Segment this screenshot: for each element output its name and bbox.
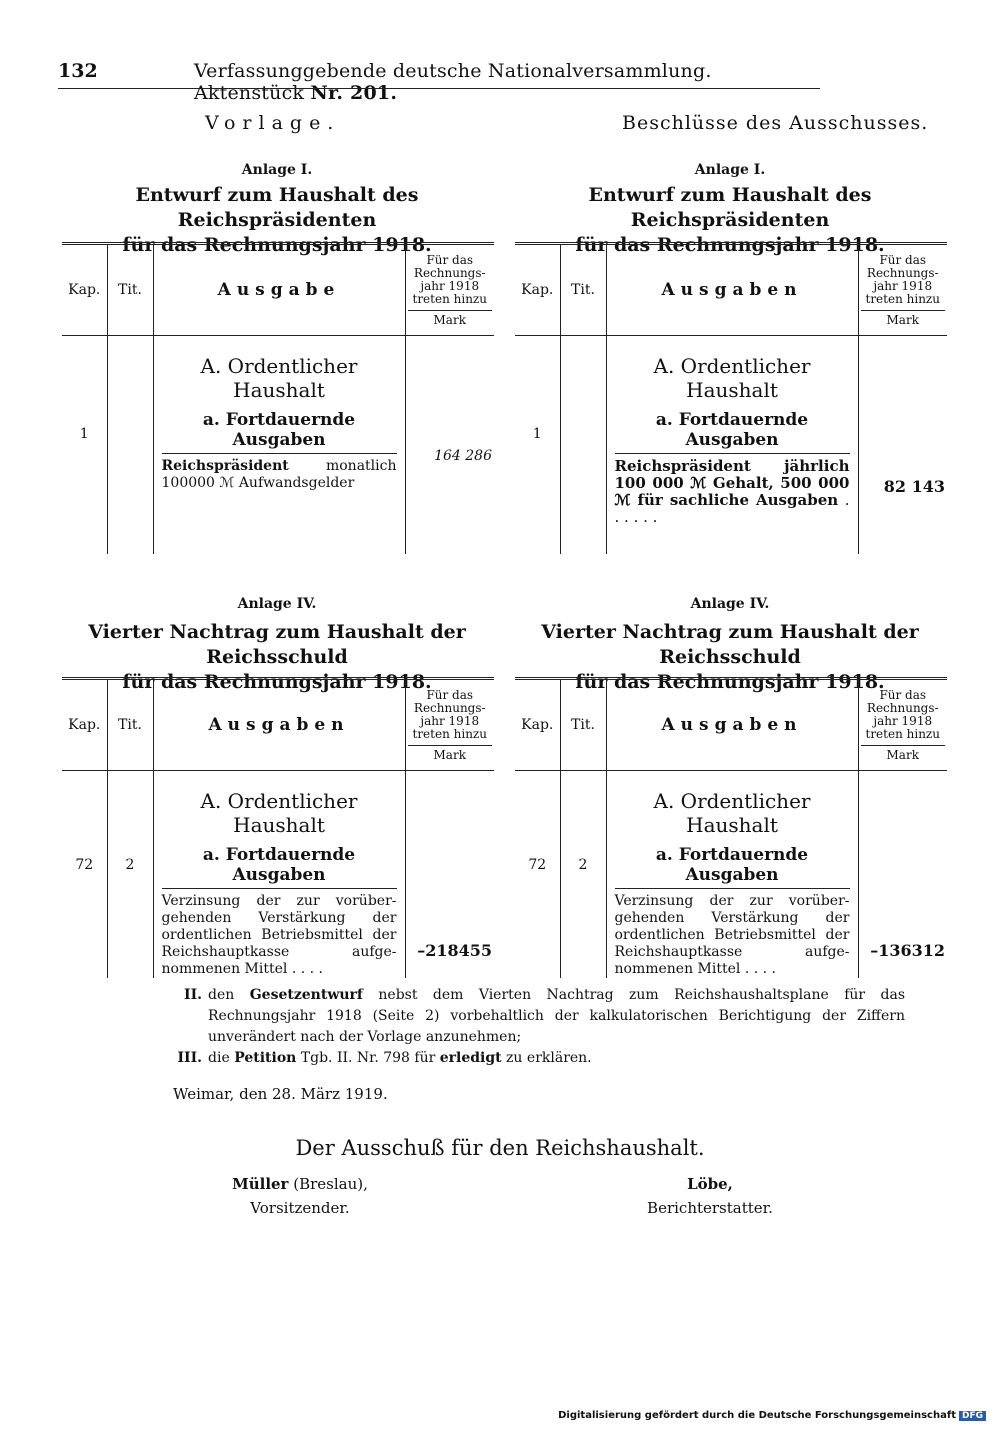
entry-text	[615, 458, 850, 526]
anlage-title-line1: Vierter Nachtrag zum Haushalt der Reichsschuld	[88, 621, 466, 668]
entry-bold: Reichspräsident	[161, 458, 289, 474]
budget-table-anlage1-vorlage	[62, 242, 494, 554]
signature-place: (Breslau),	[288, 1175, 368, 1193]
signature-role: Vorsitzender.	[250, 1199, 350, 1217]
header-mark-label: Für das Rechnungs- jahr 1918 treten hinzu	[412, 252, 487, 306]
section-ordentlich: A. Ordentlicher Haushalt	[653, 354, 811, 402]
text-bold: Petition	[234, 1050, 297, 1066]
cell-description	[153, 336, 405, 554]
budget-table-anlage4-beschluss	[515, 677, 947, 978]
entry-rest: monatlich 100000 ℳ Aufwandsgelder	[161, 458, 397, 491]
kap-value: 1	[532, 426, 542, 442]
header-tit: Tit.	[107, 244, 153, 336]
kap-value: 72	[75, 857, 94, 873]
header-ausgaben: Ausgaben	[606, 679, 858, 771]
anlage-title-line2: für das Rechnungsjahr 1918.	[122, 671, 432, 693]
dateline: Weimar, den 28. März 1919.	[173, 1085, 388, 1103]
document-number: Nr. 201.	[310, 82, 398, 104]
cell-kap	[515, 336, 560, 554]
header-mark-unit: Mark	[861, 745, 946, 762]
text-run: nebst dem Vierten Nachtrag zum Reichshaushaltsplane für das Rechnungsjahr 1918 (Seite 2) vorbehaltlich der kalkulatorischen Berichtigung der Ziffern unverändert nach der Vorlage anzunehmen;	[208, 987, 906, 1045]
page-number: 132	[58, 60, 98, 82]
signature-role: Berichterstatter.	[647, 1199, 773, 1217]
dfg-logo: DFG	[959, 1411, 986, 1421]
resolution-item-3	[160, 1048, 905, 1069]
section-fortdauernd: a. Fortdauernde Ausgaben	[615, 410, 850, 454]
header-kap: Kap.	[62, 679, 107, 771]
anlage-title-line1: Vierter Nachtrag zum Haushalt der Reichsschuld	[541, 621, 919, 668]
resolution-item-label: II.	[184, 987, 202, 1003]
header-kap: Kap.	[515, 679, 560, 771]
text-run: die	[208, 1050, 235, 1066]
header-ausgabe: Ausgabe	[153, 244, 405, 336]
entry-dots: . . . . . .	[614, 491, 850, 526]
cell-amount: –218455	[417, 941, 492, 960]
anlage-label: Anlage IV.	[237, 596, 317, 612]
header-mark-unit: Mark	[408, 745, 493, 762]
section-ordentlich: A. Ordentlicher Haushalt	[200, 789, 358, 837]
cell-kap	[62, 336, 107, 554]
kap-value: 72	[528, 857, 547, 873]
cell-tit	[560, 336, 606, 554]
cell-description	[606, 336, 858, 554]
entry-text: Verzinsung der zur vorüber- gehenden Verstärkung der ordentlichen Betriebsmittel der Reichshauptkasse aufge- nommenen Mittel . . . .	[161, 893, 397, 977]
header-kap: Kap.	[515, 244, 560, 336]
resolution-item-2	[160, 985, 905, 1048]
resolution-item-label: III.	[177, 1050, 202, 1066]
cell-amount: 164 286	[434, 448, 492, 464]
text-run: den	[208, 987, 250, 1003]
section-fortdauernd: a. Fortdauernde Ausgaben	[162, 410, 397, 454]
anlage-label: Anlage I.	[694, 162, 766, 178]
committee-name: Der Ausschuß für den Reichshaushalt.	[295, 1136, 705, 1160]
signature-name: Löbe,	[687, 1175, 733, 1193]
anlage-title-line2: für das Rechnungsjahr 1918.	[575, 234, 885, 256]
footer-credit	[558, 1410, 986, 1421]
header-tit: Tit.	[107, 679, 153, 771]
anlage-title-line1: Entwurf zum Haushalt des Reichspräsidenten	[588, 184, 872, 231]
column-heading-beschluesse: Beschlüsse des Ausschusses.	[622, 112, 929, 134]
budget-table-anlage4-vorlage	[62, 677, 494, 978]
header-mark-label: Für das Rechnungs- jahr 1918 treten hinzu	[412, 687, 487, 741]
cell-description	[606, 771, 858, 979]
header-mark-unit: Mark	[408, 310, 493, 327]
anlage-title-line2: für das Rechnungsjahr 1918.	[122, 234, 432, 256]
header-mark	[405, 679, 494, 771]
cell-kap	[62, 771, 107, 979]
cell-tit	[560, 771, 606, 979]
section-ordentlich: A. Ordentlicher Haushalt	[653, 789, 811, 837]
resolution-list	[160, 985, 905, 1069]
header-mark	[405, 244, 494, 336]
text-bold: erledigt	[439, 1050, 502, 1066]
header-ausgaben: Ausgaben	[606, 244, 858, 336]
anlage-label: Anlage I.	[241, 162, 313, 178]
entry-bold: Reichspräsident jährlich 100 000 ℳ Gehalt, 500 000 ℳ für sachliche Ausgaben	[614, 457, 850, 509]
tit-value: 2	[578, 857, 588, 873]
signature-chair	[200, 1172, 400, 1220]
header-kap: Kap.	[62, 244, 107, 336]
section-fortdauernd: a. Fortdauernde Ausgaben	[162, 845, 397, 889]
cell-description	[153, 771, 405, 979]
section-ordentlich: A. Ordentlicher Haushalt	[200, 354, 358, 402]
footer-text: Digitalisierung gefördert durch die Deutsche Forschungsgemeinschaft	[558, 1410, 956, 1421]
entry-text: Verzinsung der zur vorüber- gehenden Verstärkung der ordentlichen Betriebsmittel der Reichshauptkasse aufge- nommenen Mittel . . . .	[614, 893, 850, 977]
header-mark	[858, 244, 947, 336]
signature-name-line	[200, 1172, 400, 1196]
resolution-item-text	[208, 1048, 905, 1069]
section-fortdauernd: a. Fortdauernde Ausgaben	[615, 845, 850, 889]
cell-kap	[515, 771, 560, 979]
header-ausgaben: Ausgaben	[153, 679, 405, 771]
cell-tit	[107, 771, 153, 979]
resolution-item-text	[208, 985, 905, 1048]
signature-name: Müller	[232, 1175, 289, 1193]
header-tit: Tit.	[560, 244, 606, 336]
column-heading-vorlage: Vorlage.	[205, 112, 341, 134]
anlage-title-line1: Entwurf zum Haushalt des Reichspräsidenten	[135, 184, 419, 231]
text-run: zu erklären.	[501, 1050, 592, 1066]
cell-amount: –136312	[870, 941, 945, 960]
budget-table-anlage1-beschluss	[515, 242, 947, 554]
header-mark-unit: Mark	[861, 310, 946, 327]
cell-tit	[107, 336, 153, 554]
page-header	[58, 60, 818, 104]
cell-amount: 82 143	[883, 476, 945, 496]
entry-text	[162, 458, 397, 492]
kap-value: 1	[79, 426, 89, 442]
header-mark-label: Für das Rechnungs- jahr 1918 treten hinzu	[865, 252, 940, 306]
text-run: Tgb. II. Nr. 798 für	[296, 1050, 440, 1066]
anlage-title-line2: für das Rechnungsjahr 1918.	[575, 671, 885, 693]
header-mark-label: Für das Rechnungs- jahr 1918 treten hinzu	[865, 687, 940, 741]
anlage-label: Anlage IV.	[690, 596, 770, 612]
header-tit: Tit.	[560, 679, 606, 771]
header-mark	[858, 679, 947, 771]
header-title-text: Verfassunggebende deutsche Nationalversammlung. Aktenstück	[194, 60, 712, 104]
text-bold: Gesetzentwurf	[249, 987, 363, 1003]
tit-value: 2	[125, 857, 135, 873]
header-title	[194, 60, 818, 104]
header-rule	[58, 88, 820, 89]
signature-rapporteur	[610, 1172, 810, 1220]
